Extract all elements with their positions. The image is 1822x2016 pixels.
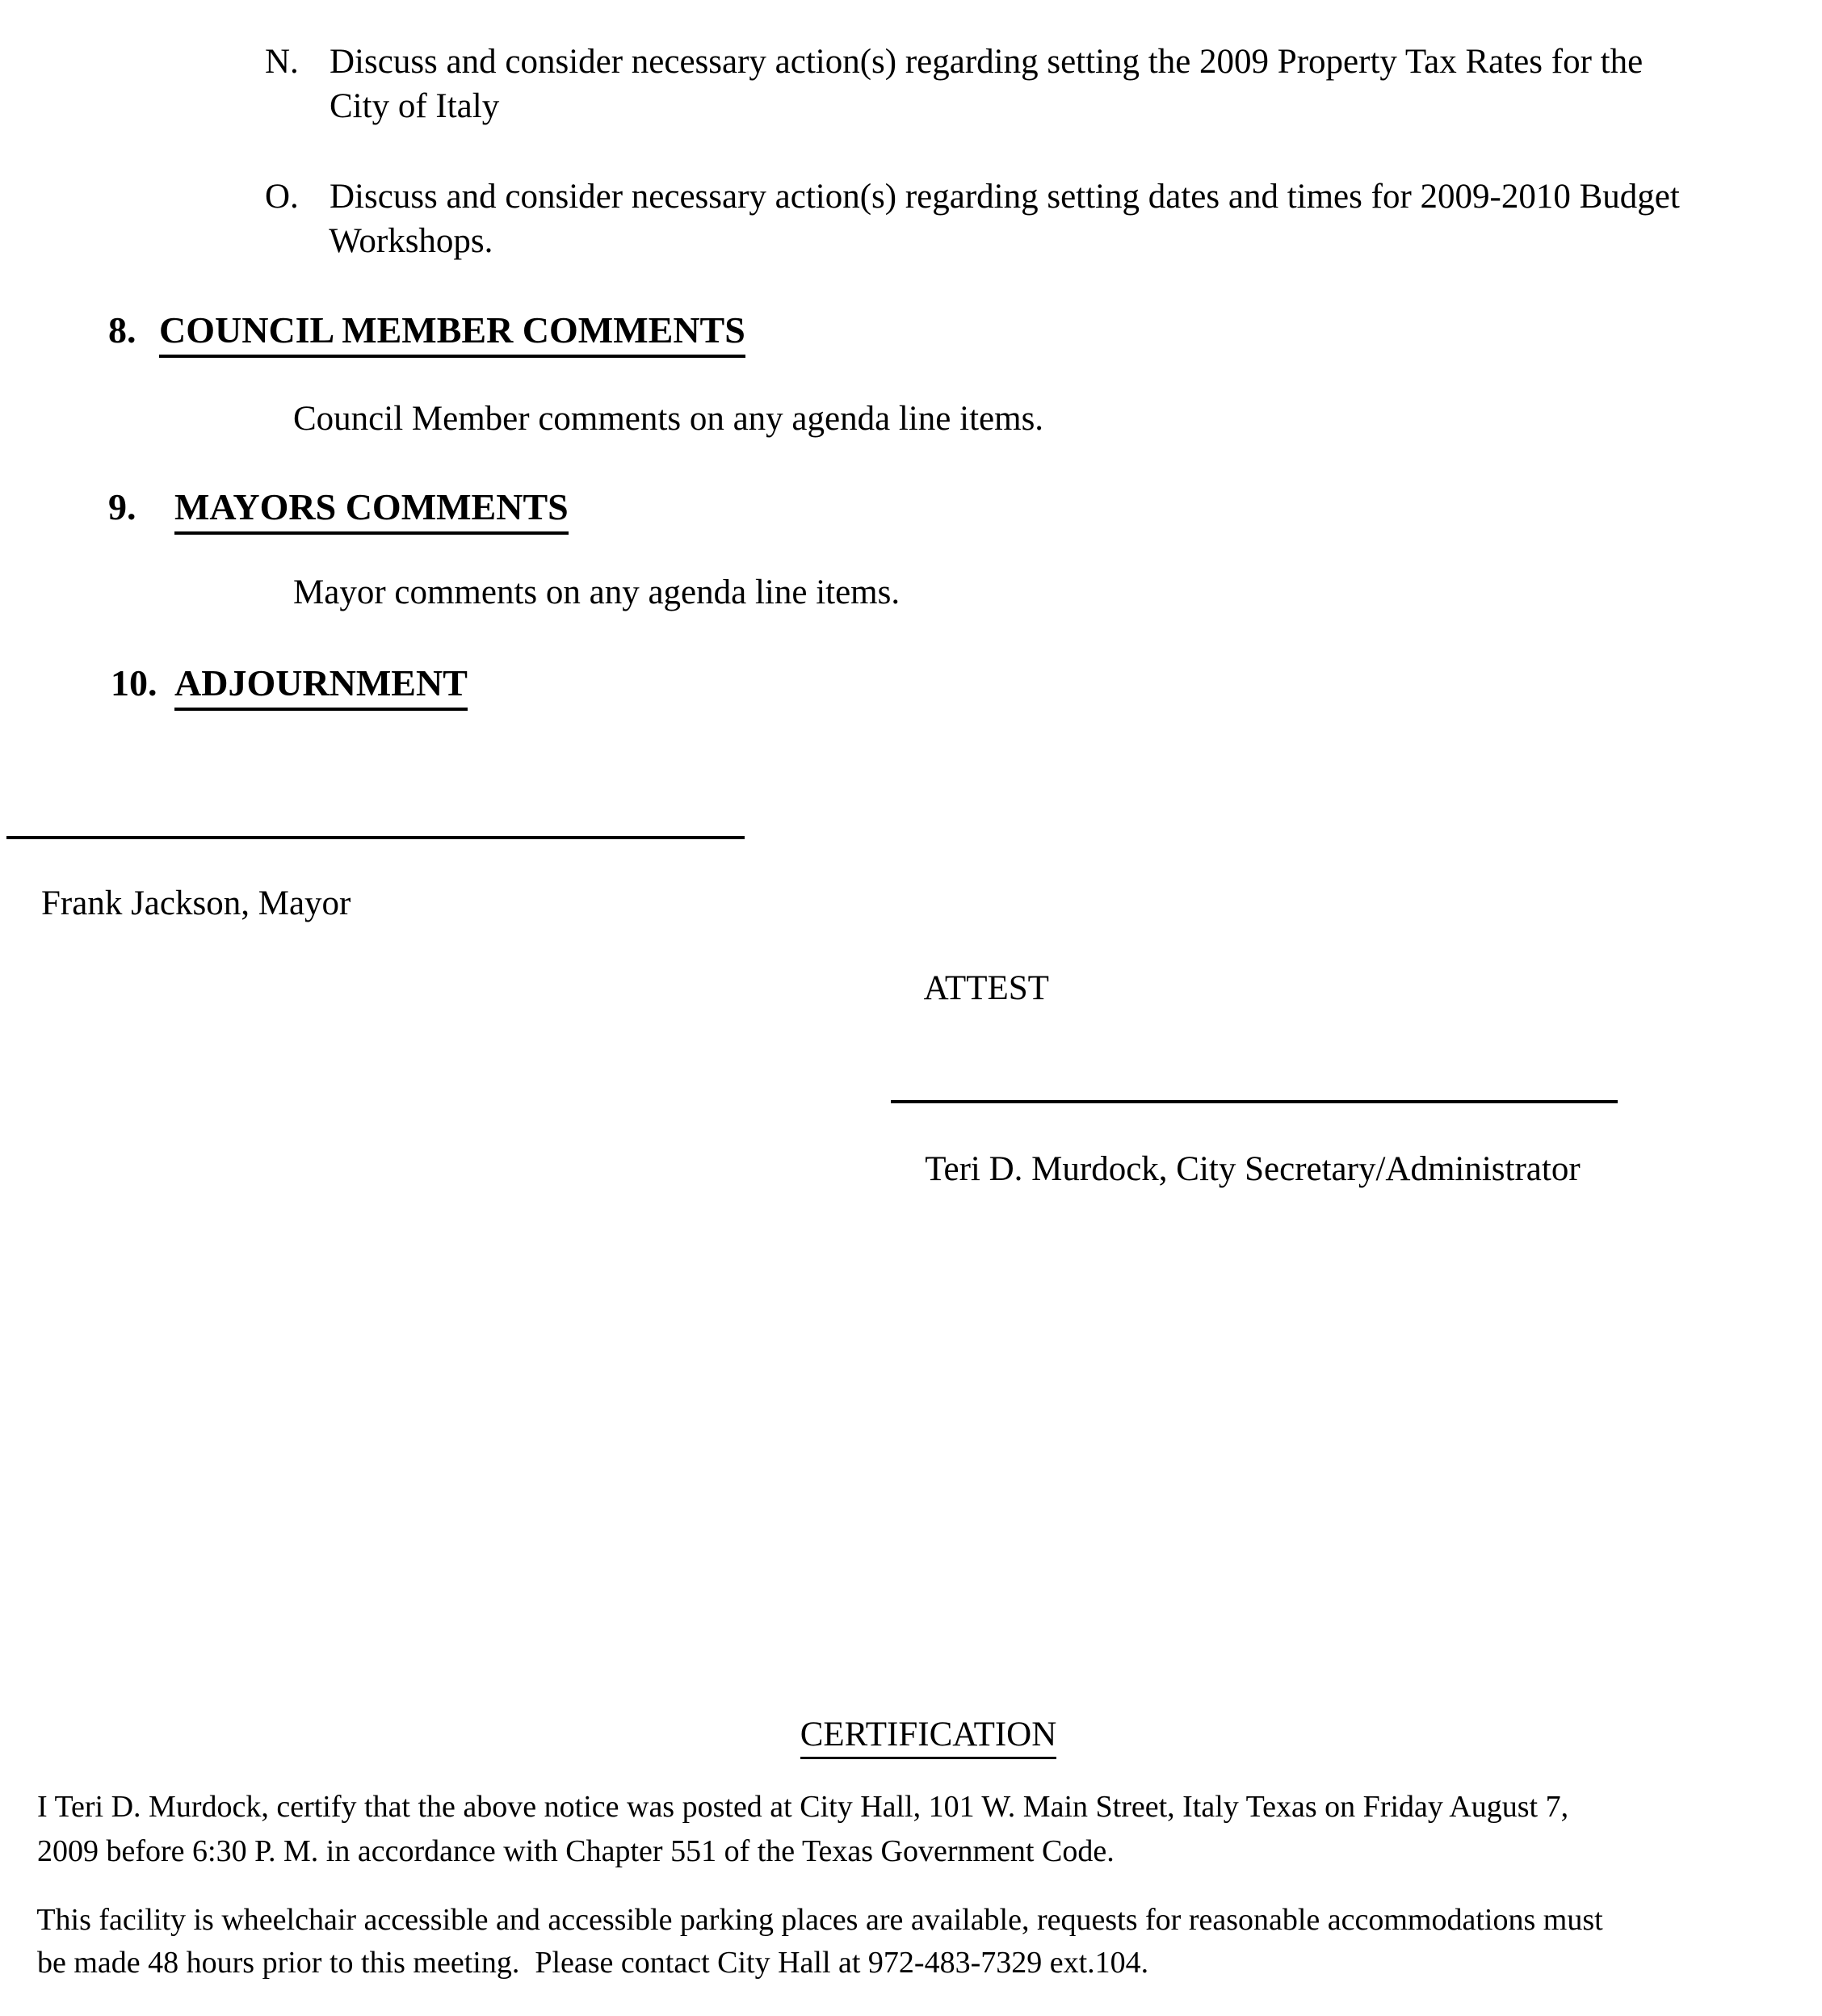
mayor-signature-line bbox=[6, 836, 745, 839]
section-10-heading bbox=[73, 620, 468, 748]
section-9-title: MAYORS COMMENTS bbox=[174, 486, 569, 535]
section-10-number: 10. bbox=[111, 662, 157, 704]
agenda-item-o-text1: Discuss and consider necessary action(s) regarding setting dates and times for 2009-2010 Budget bbox=[330, 178, 1680, 216]
attest-label bbox=[891, 929, 1049, 1048]
certification-paragraph2-line2 bbox=[6, 1910, 1148, 2016]
agenda-item-n-letter: N. bbox=[265, 43, 299, 82]
section-9-number: 9. bbox=[108, 485, 136, 527]
certification-p2-l2-text: be made 48 hours prior to this meeting. Please contact City Hall at 972-483-7329 ext.104. bbox=[37, 1945, 1149, 1980]
section-8-body-text: Council Member comments on any agenda line items. bbox=[293, 400, 1044, 439]
secretary-signature-name bbox=[891, 1110, 1581, 1229]
agenda-item-o-text2: Workshops. bbox=[329, 222, 493, 261]
secretary-signature-line bbox=[891, 1100, 1618, 1103]
certification-p2-l1-text: This facility is wheelchair accessible and accessible parking places are available, requests for reasonable accommodations must bbox=[36, 1902, 1603, 1937]
certification-p1-l1-text: I Teri D. Murdock, certify that the above notice was posted at City Hall, 101 W. Main Street, Italy Texas on Friday August 7, bbox=[37, 1789, 1569, 1824]
attest-text: ATTEST bbox=[923, 969, 1049, 1008]
section-8-number: 8. bbox=[108, 309, 136, 351]
agenda-item-o-letter: O. bbox=[265, 178, 299, 216]
mayor-signature-name bbox=[6, 844, 351, 964]
certification-heading-text: CERTIFICATION bbox=[800, 1716, 1057, 1759]
section-10-title: ADJOURNMENT bbox=[174, 662, 468, 711]
section-9-body-text: Mayor comments on any agenda line items. bbox=[293, 573, 901, 612]
secretary-name-text: Teri D. Murdock, City Secretary/Administrator bbox=[925, 1150, 1581, 1189]
section-8-title: COUNCIL MEMBER COMMENTS bbox=[159, 309, 745, 358]
agenda-item-n-text1: Discuss and consider necessary action(s) regarding setting the 2009 Property Tax Rates for the bbox=[330, 43, 1644, 82]
certification-p1-l2-text: 2009 before 6:30 P. M. in accordance with Chapter 551 of the Texas Government Code. bbox=[37, 1833, 1115, 1868]
mayor-name-text: Frank Jackson, Mayor bbox=[41, 884, 351, 923]
agenda-item-n-text2: City of Italy bbox=[330, 87, 500, 126]
